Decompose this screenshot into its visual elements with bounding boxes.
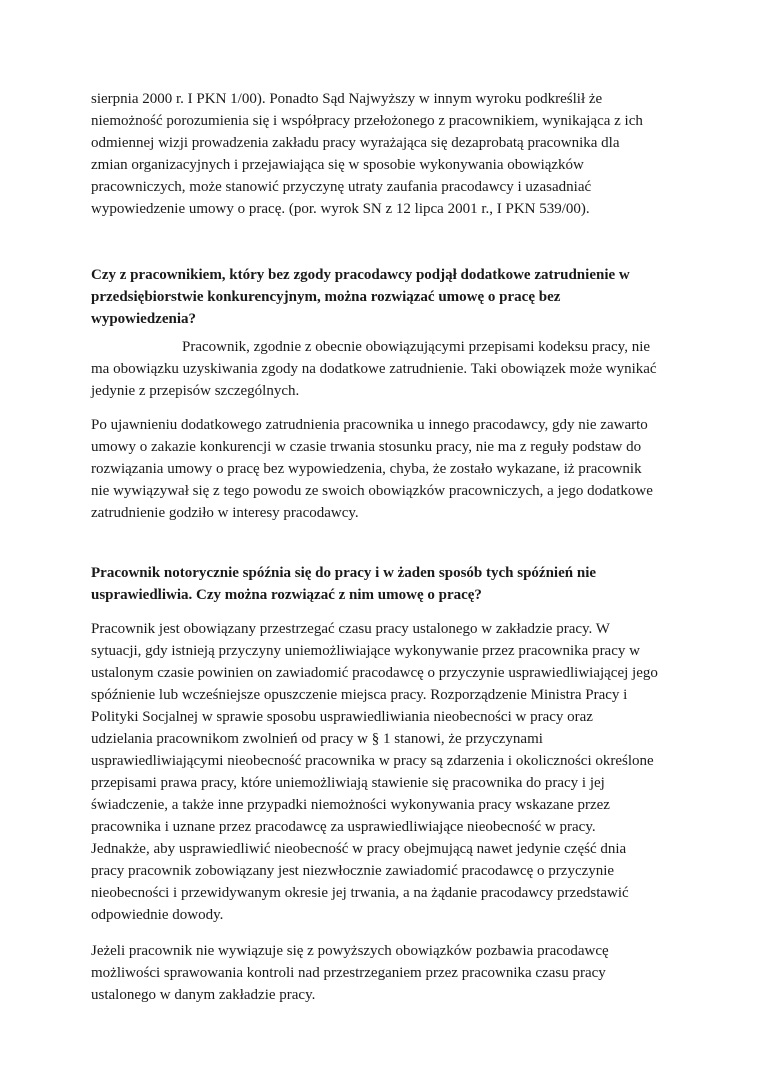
text-line: spóźnienie lub wcześniejsze opuszczenie miejsca pracy. Rozporządzenie Ministra Pracy i: [91, 687, 628, 703]
text-line: odpowiednie dowody.: [91, 907, 224, 923]
paragraph-employer-control: [91, 940, 676, 1006]
text-line: świadczenie, a także inne przypadki niemożności wykonywania pracy wskazane przez: [91, 797, 610, 813]
text-line: nieobecności i przewidywanym okresie jej trwania, a na żądanie pracodawcy przedstawić: [91, 885, 629, 901]
heading-line: wypowiedzenia?: [91, 311, 196, 327]
heading-line: Czy z pracownikiem, który bez zgody pracodawcy podjął dodatkowe zatrudnienie w: [91, 267, 630, 283]
paragraph-non-competition: [91, 414, 676, 524]
paragraph-no-consent-required: [91, 336, 676, 402]
text-line: rozwiązania umowy o pracę bez wypowiedzenia, chyba, że zostało wykazane, iż pracownik: [91, 461, 642, 477]
text-line: udzielania pracownikom zwolnień od pracy w § 1 stanowi, że przyczynami: [91, 731, 543, 747]
text-line: pracowniczych, może stanowić przyczynę utraty zaufania pracodawcy i uzasadniać: [91, 179, 592, 195]
text-line: Jednakże, aby usprawiedliwić nieobecność w pracy obejmującą nawet jedynie część dnia: [91, 841, 627, 857]
heading-line: usprawiedliwia. Czy można rozwiązać z nim umowę o pracę?: [91, 587, 482, 603]
text-line: sytuacji, gdy istnieją przyczyny uniemożliwiające wykonywanie przez pracownika pracy w: [91, 643, 640, 659]
text-line: jedynie z przepisów szczególnych.: [91, 383, 300, 399]
heading-late-arrivals: [91, 562, 676, 606]
paragraph-court-ruling: [91, 88, 676, 220]
heading-additional-employment: [91, 264, 676, 330]
text-line: pracy pracownik zobowiązany jest niezwłocznie zawiadomić pracodawcę o przyczynie: [91, 863, 615, 879]
text-line: ustalonym czasie powinien on zawiadomić pracodawcę o przyczynie usprawiedliwiającej jego: [91, 665, 658, 681]
heading-line: przedsiębiorstwie konkurencyjnym, można rozwiązać umowę o pracę bez: [91, 289, 561, 305]
text-line: ustalonego w danym zakładzie pracy.: [91, 987, 316, 1003]
text-line: Po ujawnieniu dodatkowego zatrudnienia pracownika u innego pracodawcy, gdy nie zawarto: [91, 417, 648, 433]
text-line: odmiennej wizji prowadzenia zakładu pracy wyrażająca się dezaprobatą pracownika dla: [91, 135, 620, 151]
text-line: zatrudnienie godziło w interesy pracodawcy.: [91, 505, 359, 521]
text-line: usprawiedliwiającymi nieobecność pracownika w pracy są zdarzenia i okoliczności określone: [91, 753, 654, 769]
heading-line: Pracownik notorycznie spóźnia się do pracy i w żaden sposób tych spóźnień nie: [91, 565, 597, 581]
text-line: ma obowiązku uzyskiwania zgody na dodatkowe zatrudnienie. Taki obowiązek może wynikać: [91, 361, 657, 377]
text-line: Pracownik, zgodnie z obecnie obowiązującymi przepisami kodeksu pracy, nie: [182, 339, 651, 355]
text-line: Jeżeli pracownik nie wywiązuje się z powyższych obowiązków pozbawia pracodawcę: [91, 943, 609, 959]
text-line: Polityki Socjalnej w sprawie sposobu usprawiedliwiania nieobecności w pracy oraz: [91, 709, 593, 725]
text-line: umowy o zakazie konkurencji w czasie trwania stosunku pracy, nie ma z reguły podstaw do: [91, 439, 642, 455]
text-line: Pracownik jest obowiązany przestrzegać czasu pracy ustalonego w zakładzie pracy. W: [91, 621, 610, 637]
text-line: nie wywiązywał się z tego powodu ze swoich obowiązków pracowniczych, a jego dodatkowe: [91, 483, 653, 499]
text-line: sierpnia 2000 r. I PKN 1/00). Ponadto Sąd Najwyższy w innym wyroku podkreślił że: [91, 91, 603, 107]
text-line: przepisami prawa pracy, które uniemożliwiają stawienie się pracownika do pracy i jej: [91, 775, 605, 791]
text-line: pracownika i uznane przez pracodawcę za usprawiedliwiające nieobecność w pracy.: [91, 819, 596, 835]
text-line: zmian organizacyjnych i przejawiająca się w sposobie wykonywania obowiązków: [91, 157, 584, 173]
document-page: [91, 88, 676, 1006]
paragraph-working-time: [91, 618, 676, 926]
text-line: niemożność porozumienia się i współpracy przełożonego z pracownikiem, wynikająca z ich: [91, 113, 643, 129]
text-line: możliwości sprawowania kontroli nad przestrzeganiem przez pracownika czasu pracy: [91, 965, 606, 981]
text-line: wypowiedzenie umowy o pracę. (por. wyrok SN z 12 lipca 2001 r., I PKN 539/00).: [91, 201, 590, 217]
